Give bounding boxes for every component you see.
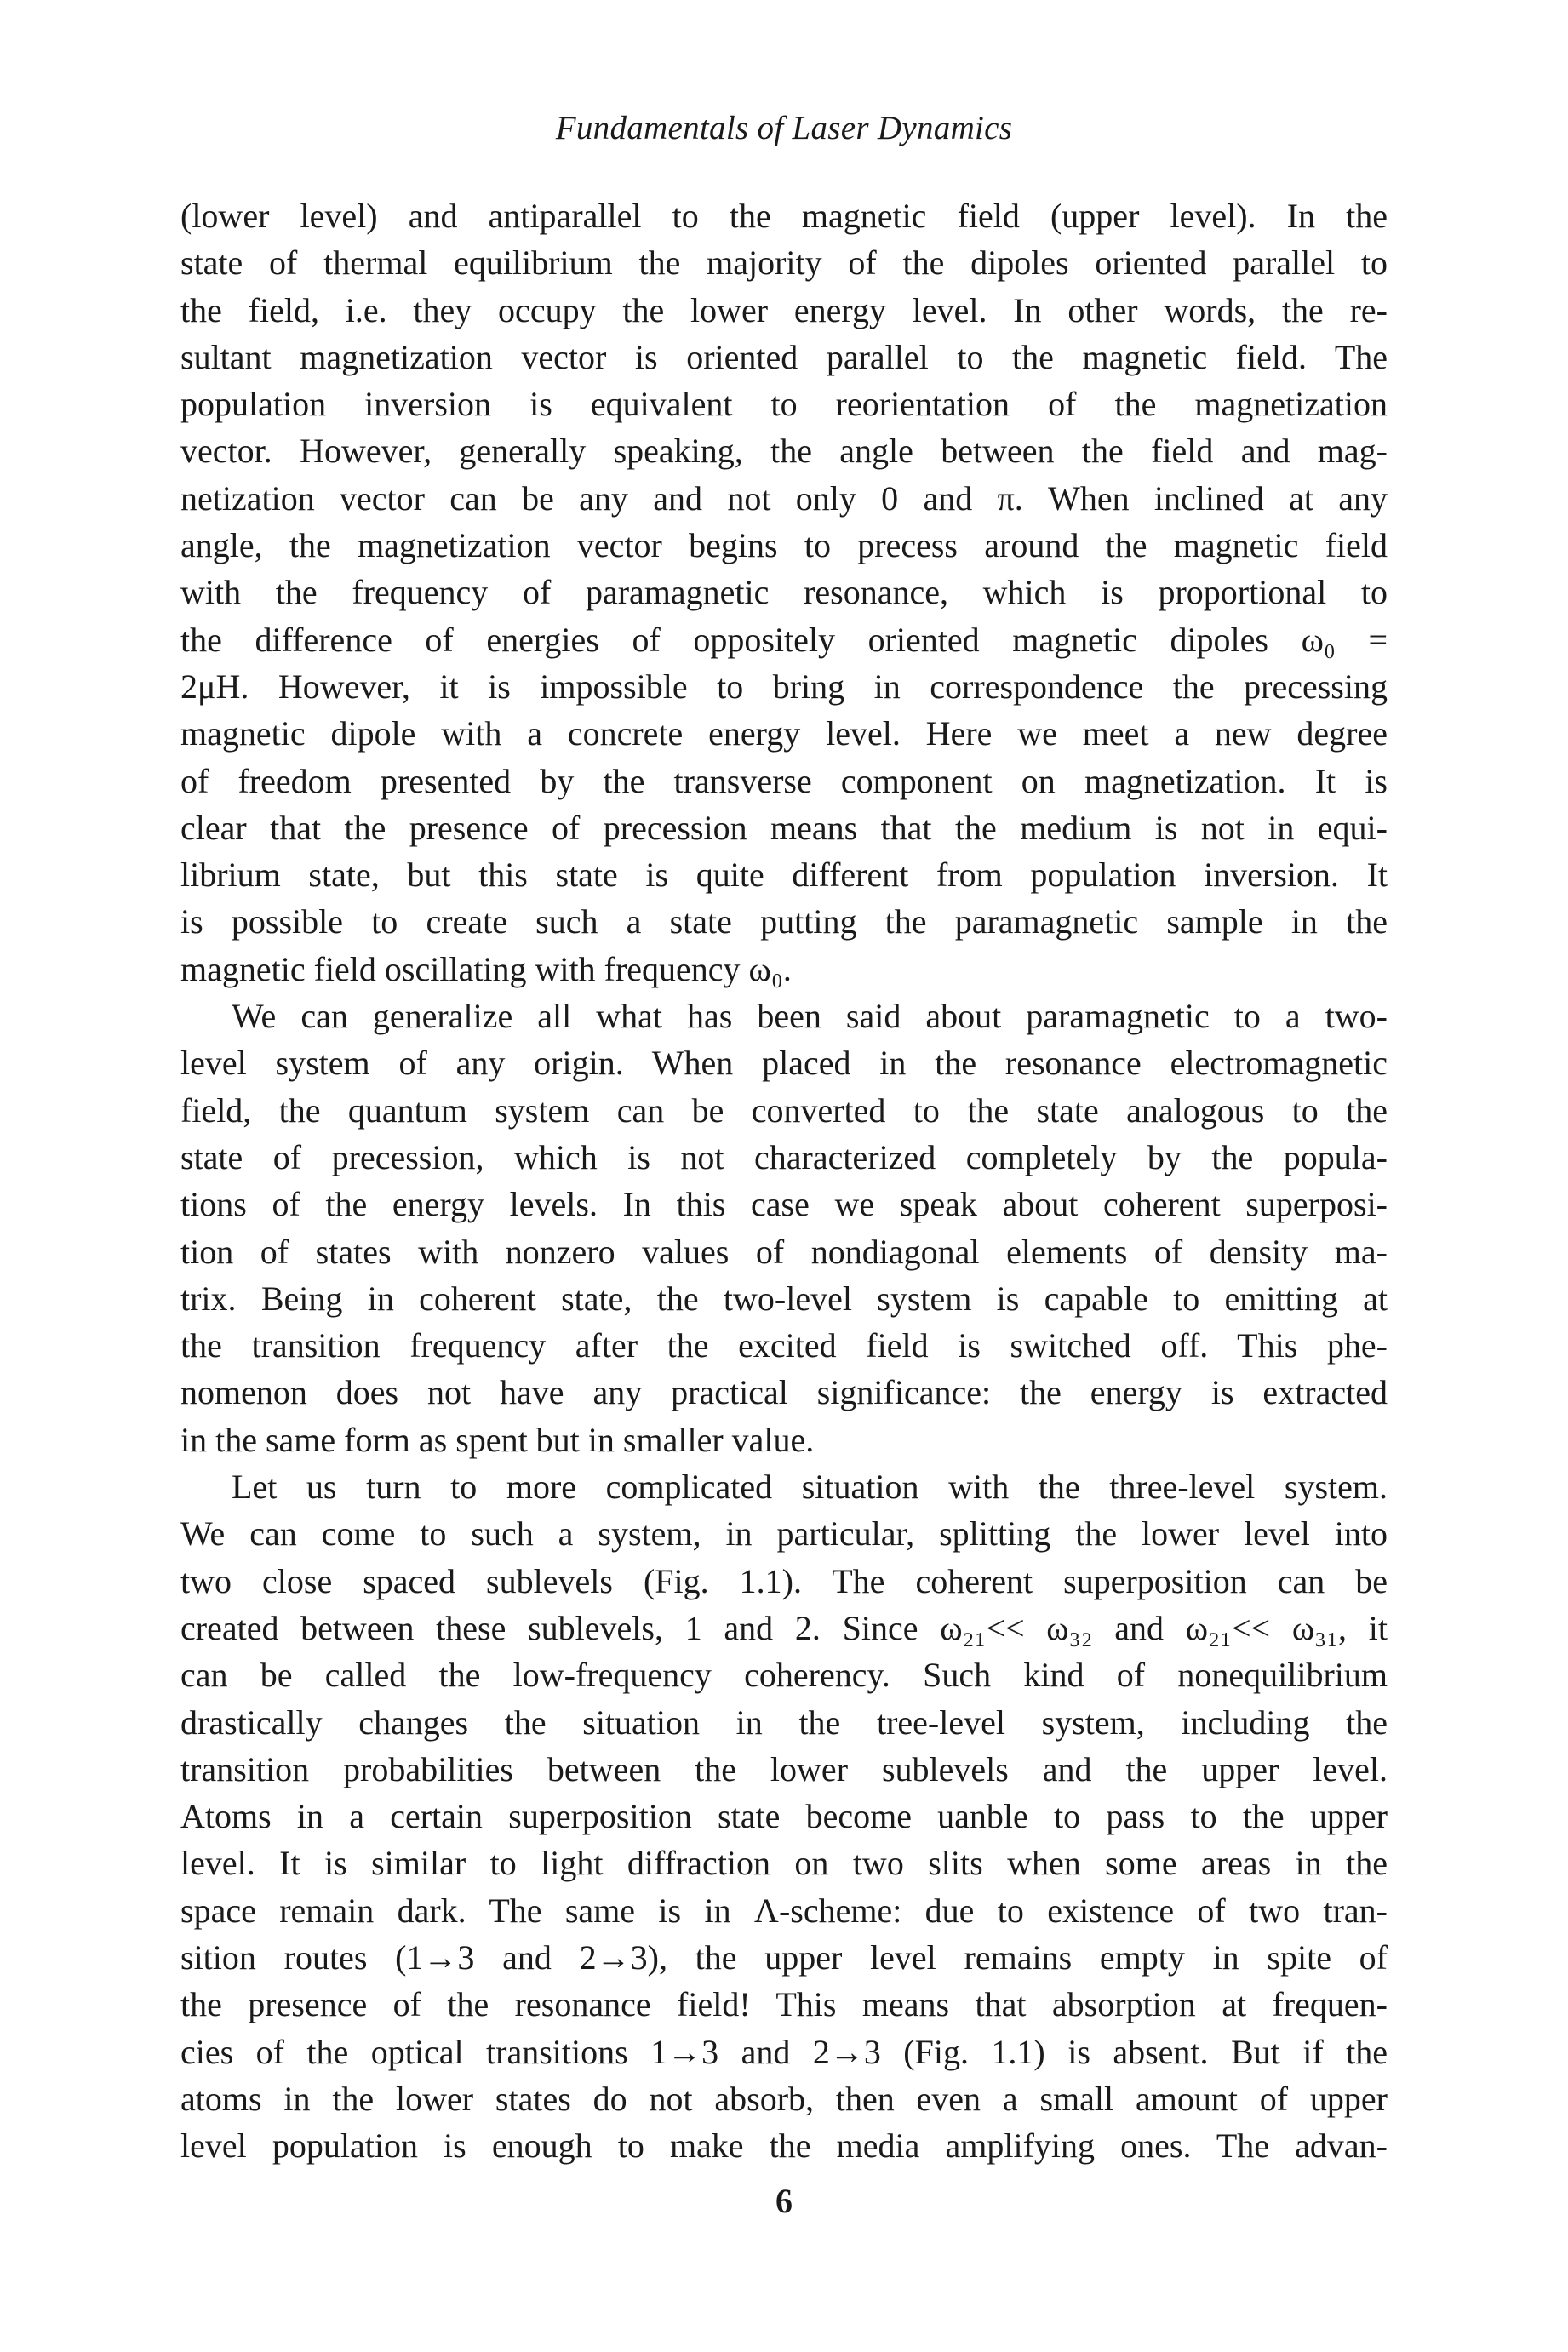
text-line: librium state, but this state is quite different from population inversion. It [180,856,1388,895]
text-line: We can generalize all what has been said about paramagnetic to a two- [232,997,1388,1036]
text-line: tions of the energy levels. In this case we speak about coherent superposi- [180,1185,1388,1224]
text-line: the difference of energies of oppositely oriented magnetic dipoles ω₀ = [180,620,1388,659]
text-line: state of precession, which is not characterized completely by the popula- [180,1137,1388,1176]
text-line: space remain dark. The same is in Λ-scheme: due to existence of two tran- [180,1891,1388,1930]
text-line: nomenon does not have any practical significance: the energy is extracted [180,1373,1388,1412]
text-line: vector. However, generally speaking, the angle between the field and mag- [180,432,1388,471]
text-line: (lower level) and antiparallel to the magnetic field (upper level). In the [180,197,1388,235]
text-line: of freedom presented by the transverse component on magnetization. It is [180,761,1388,800]
text-line: the field, i.e. they occupy the lower energy level. In other words, the re- [180,290,1388,329]
text-line: atoms in the lower states do not absorb, then even a small amount of upper [180,2079,1388,2118]
text-line: sultant magnetization vector is oriented parallel to the magnetic field. The [180,337,1388,376]
text-line: transition probabilities between the lower sublevels and the upper level. [180,1749,1388,1788]
paragraph-1 [180,192,1388,993]
text-line: level population is enough to make the media amplifying ones. The advan- [180,2126,1388,2166]
text-line: sition routes (1→3 and 2→3), the upper level remains empty in spite of [180,1937,1388,1977]
text-line: population inversion is equivalent to reorientation of the magnetization [180,385,1388,424]
paragraph-2 [180,993,1388,1463]
text-line: the transition frequency after the excited field is switched off. This phe- [180,1326,1388,1365]
text-line: 2μH. However, it is impossible to bring in correspondence the precessing [180,667,1388,706]
text-line: level. It is similar to light diffraction on two slits when some areas in the [180,1844,1388,1883]
text-line: is possible to create such a state putting the paramagnetic sample in the [180,902,1388,941]
text-line: tion of states with nonzero values of nondiagonal elements of density ma- [180,1232,1388,1271]
paragraph-3 [180,1463,1388,2169]
text-line: the presence of the resonance field! This means that absorption at frequen- [180,1985,1388,2024]
text-line: in the same form as spent but in smaller value. [180,1420,815,1459]
text-line: field, the quantum system can be converted to the state analogous to the [180,1090,1388,1130]
text-line: angle, the magnetization vector begins to precess around the magnetic field [180,526,1388,565]
page-number: 6 [775,2182,793,2220]
text-line: netization vector can be any and not only 0 and π. When inclined at any [180,478,1388,518]
body-text [180,192,1388,2169]
text-line: trix. Being in coherent state, the two-level system is capable to emitting at [180,1279,1388,1318]
text-line: Atoms in a certain superposition state become uanble to pass to the upper [180,1797,1388,1836]
text-line: magnetic field oscillating with frequency ω₀. [180,949,792,988]
running-header: Fundamentals of Laser Dynamics [555,110,1013,146]
text-line: created between these sublevels, 1 and 2. Since ω₂₁<< ω₃₂ and ω₂₁<< ω₃₁, it [180,1608,1388,1647]
text-line: We can come to such a system, in particular, splitting the lower level into [180,1514,1388,1554]
text-line: can be called the low-frequency coherency. Such kind of nonequilibrium [180,1656,1388,1695]
text-line: Let us turn to more complicated situation with the three-level system. [232,1468,1388,1507]
text-line: drastically changes the situation in the tree-level system, including the [180,1702,1388,1742]
text-line: two close spaced sublevels (Fig. 1.1). The coherent superposition can be [180,1561,1388,1600]
text-line: with the frequency of paramagnetic resonance, which is proportional to [180,573,1388,612]
text-line: level system of any origin. When placed in the resonance electromagnetic [180,1044,1388,1083]
text-line: clear that the presence of precession means that the medium is not in equi- [180,808,1388,847]
text-line: magnetic dipole with a concrete energy level. Here we meet a new degree [180,714,1388,753]
text-line: state of thermal equilibrium the majority of the dipoles oriented parallel to [180,243,1388,283]
text-line: cies of the optical transitions 1→3 and 2→3 (Fig. 1.1) is absent. But if the [180,2032,1388,2071]
